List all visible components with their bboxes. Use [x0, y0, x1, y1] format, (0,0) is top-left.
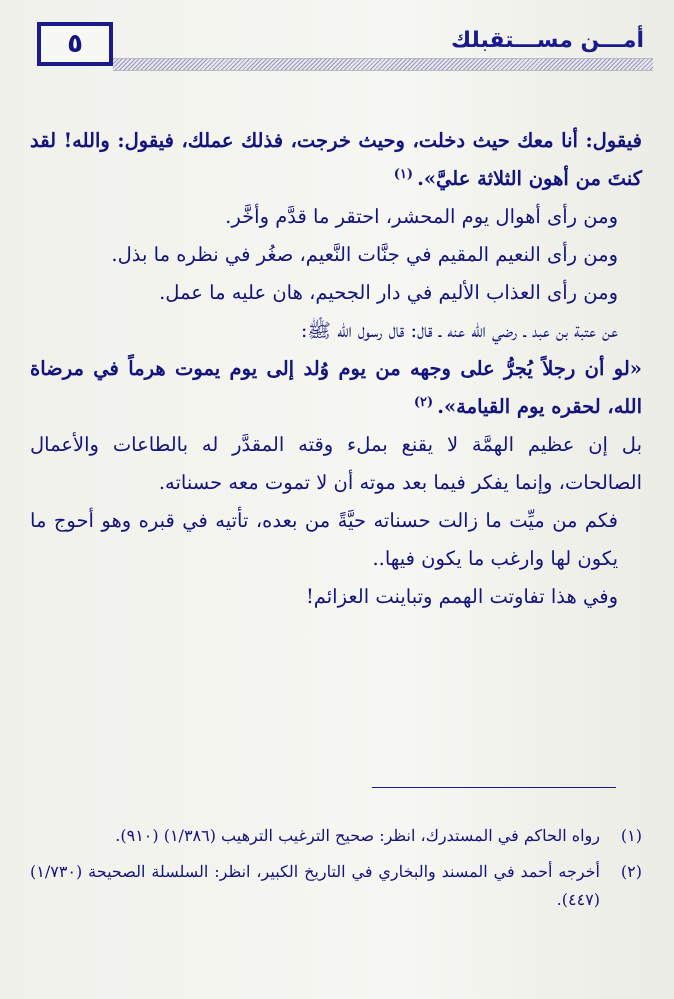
paragraph-text: ومن رأى النعيم المقيم في جنَّات النَّعيم، صغُر في نظره ما بذل. [111, 243, 618, 266]
paragraph [30, 122, 642, 198]
page-number-box [37, 22, 113, 66]
paragraph-text: فيقول: أنا معك حيث دخلت، وحيث خرجت، فذلك عملك، فيقول: والله! لقد كنتَ من أهون الثلاثة عليَّ». [30, 129, 642, 190]
paragraph [30, 236, 642, 274]
paragraph [30, 578, 642, 616]
footnote-ref: (٢) [413, 394, 434, 410]
paragraph [30, 502, 642, 578]
footnote-divider [372, 787, 616, 788]
paragraph-text: فكم من ميِّت ما زالت حسناته حيَّةً من بعده، تأتيه في قبره وهو أحوج ما يكون لها وارغب ما يكون فيها.. [30, 509, 618, 570]
page-number: ٥ [67, 29, 83, 59]
paragraph-text: «لو أن رجلاً يُجرُّ على وجهه من يوم وُلد إلى يوم يموت هرماً في مرضاة الله، لحقره يوم القيامة». [30, 357, 642, 418]
paragraph [30, 426, 642, 502]
running-title: أمـــن مســـتقبلك [450, 28, 644, 53]
main-text [30, 122, 642, 616]
paragraph [30, 274, 642, 312]
paragraph [30, 312, 642, 350]
footnote-item [30, 822, 642, 850]
footnote-number: (١) [620, 826, 642, 845]
footnote-text: أخرجه أحمد في المسند والبخاري في التاريخ الكبير، انظر: السلسلة الصحيحة (١/٧٣٠)(٤٤٧). [30, 862, 600, 909]
header-pattern-band [113, 58, 653, 71]
footnote-item [30, 858, 642, 914]
paragraph-text: ومن رأى أهوال يوم المحشر، احتقر ما قدَّم وأخَّر. [225, 205, 618, 228]
footnote-ref: (١) [393, 166, 414, 182]
paragraph-text: بل إن عظيم الهمَّة لا يقنع بملء وقته المقدَّر له بالطاعات والأعمال الصالحات، وإنما يفكر فيما بعد موته أن لا تموت معه حسناته. [30, 433, 642, 494]
footnote-number: (٢) [620, 862, 642, 881]
paragraph-text: وفي هذا تفاوتت الهمم وتباينت العزائم! [305, 585, 618, 608]
paragraph [30, 198, 642, 236]
paragraph-text: عن عتبة بن عبد ـ رضي الله عنه ـ قال: قال رسول الله ﷺ: [300, 319, 618, 342]
page-header [0, 0, 674, 80]
hadith-quote [30, 350, 642, 426]
footnote-text: رواه الحاكم في المستدرك، انظر: صحيح الترغيب الترهيب (١/٣٨٦) (٩١٠). [115, 826, 600, 845]
paragraph-text: ومن رأى العذاب الأليم في دار الجحيم، هان عليه ما عمل. [159, 281, 618, 304]
footnotes [30, 822, 642, 922]
